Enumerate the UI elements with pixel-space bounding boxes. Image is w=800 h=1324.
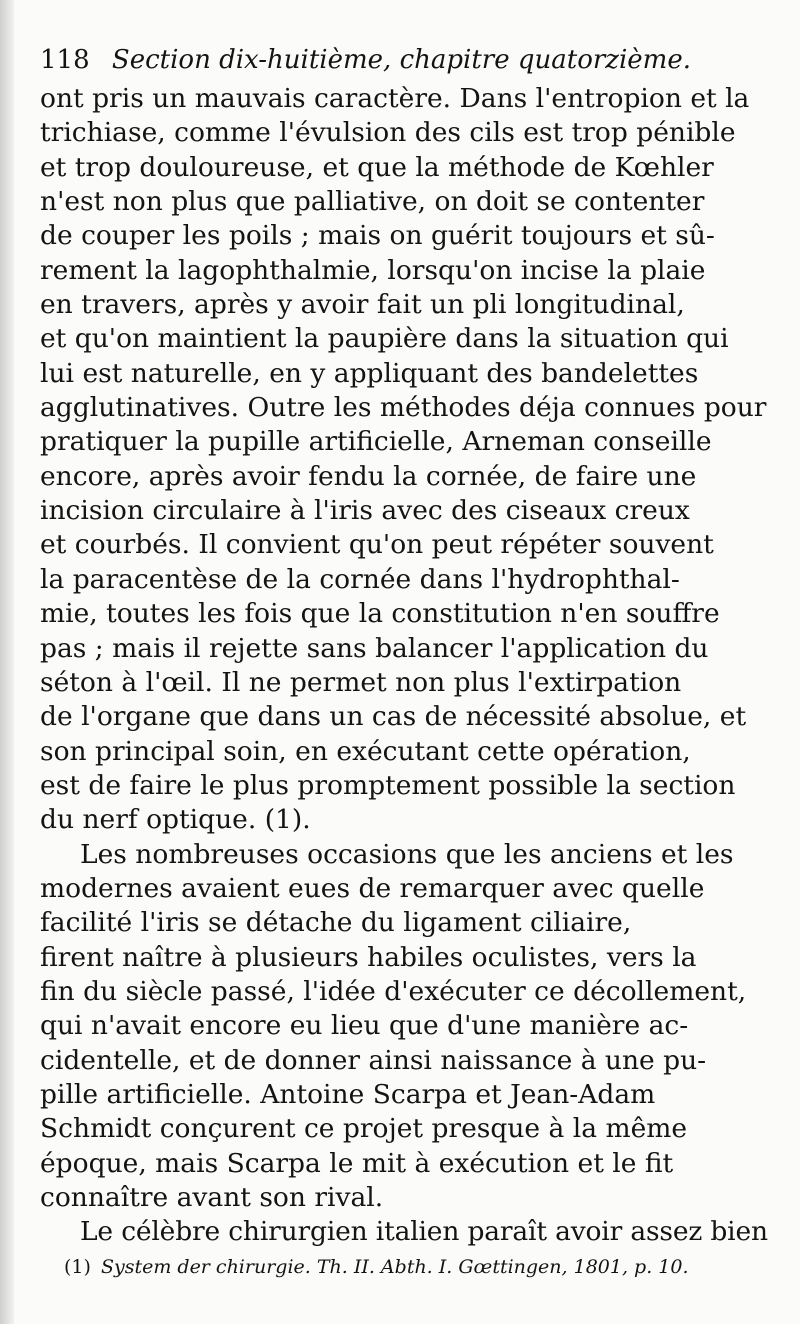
text-line: rement la lagophthalmie, lorsqu'on incise la plaie — [40, 254, 706, 286]
body-text — [40, 82, 768, 1250]
text-line: du nerf optique. (1). — [40, 804, 311, 836]
text-line: mie, toutes les fois que la constitution n'en souffre — [40, 598, 720, 630]
text-line: fin du siècle passé, l'idée d'exécuter ce décollement, — [40, 975, 747, 1007]
text-line: de l'organe que dans un cas de nécessité absolue, et — [40, 701, 747, 733]
text-line: ont pris un mauvais caractère. Dans l'entropion et la — [40, 83, 750, 114]
text-line: agglutinatives. Outre les méthodes déja connues pour — [40, 392, 767, 424]
text-line: de couper les poils ; mais on guérit toujours et sû- — [40, 220, 715, 252]
footnote-mark: (1) — [64, 1256, 91, 1278]
text-line: et qu'on maintient la paupière dans la situation qui — [40, 323, 729, 355]
text-line: lui est naturelle, en y appliquant des bandelettes — [40, 357, 699, 389]
text-line: pille artificielle. Antoine Scarpa et Jean-Adam — [40, 1078, 656, 1110]
text-line: et courbés. Il convient qu'on peut répéter souvent — [40, 529, 714, 561]
paragraph-start-line: Les nombreuses occasions que les anciens et les — [80, 838, 734, 870]
text-line: Schmidt conçurent ce projet presque à la même — [40, 1113, 688, 1145]
text-line: incision circulaire à l'iris avec des ciseaux creux — [40, 495, 690, 527]
text-line: et trop douloureuse, et que la méthode de Kœhler — [40, 151, 714, 183]
text-line: n'est non plus que palliative, on doit se contenter — [40, 186, 705, 218]
text-line: connaître avant son rival. — [40, 1182, 384, 1213]
text-line: modernes avaient eues de remarquer avec quelle — [40, 872, 705, 904]
text-line: son principal soin, en exécutant cette opération, — [40, 735, 691, 767]
running-head: Section dix-huitième, chapitre quatorzième. — [111, 45, 691, 75]
text-line: la paracentèse de la cornée dans l'hydrophthal- — [40, 563, 680, 595]
text-line: en travers, après y avoir fait un pli longitudinal, — [40, 289, 685, 321]
footnote-text: System der chirurgie. Th. II. Abth. I. Gœttingen, 1801, p. 10. — [100, 1256, 689, 1278]
text-line: qui n'avait encore eu lieu que d'une manière ac- — [40, 1010, 689, 1042]
text-line: est de faire le plus promptement possible la section — [40, 769, 736, 801]
text-line: époque, mais Scarpa le mit à exécution et le fit — [40, 1147, 674, 1179]
page-number: 118 — [40, 45, 90, 75]
text-line: pratiquer la pupille artificielle, Arneman conseille — [40, 426, 712, 458]
text-line: pas ; mais il rejette sans balancer l'application du — [40, 632, 709, 664]
text-line: cidentelle, et de donner ainsi naissance à une pu- — [40, 1044, 707, 1076]
text-line: facilité l'iris se détache du ligament ciliaire, — [40, 907, 632, 939]
text-line: trichiase, comme l'évulsion des cils est trop pénible — [40, 117, 736, 149]
text-line: firent naître à plusieurs habiles oculistes, vers la — [40, 941, 697, 973]
text-line: séton à l'œil. Il ne permet non plus l'extirpation — [40, 666, 682, 698]
page-edge-shadow — [0, 0, 14, 1324]
footnote — [64, 1252, 784, 1282]
text-line: encore, après avoir fendu la cornée, de faire une — [40, 460, 697, 492]
paragraph-start-line: Le célèbre chirurgien italien paraît avoir assez bien — [80, 1216, 768, 1248]
page-header — [40, 36, 780, 84]
